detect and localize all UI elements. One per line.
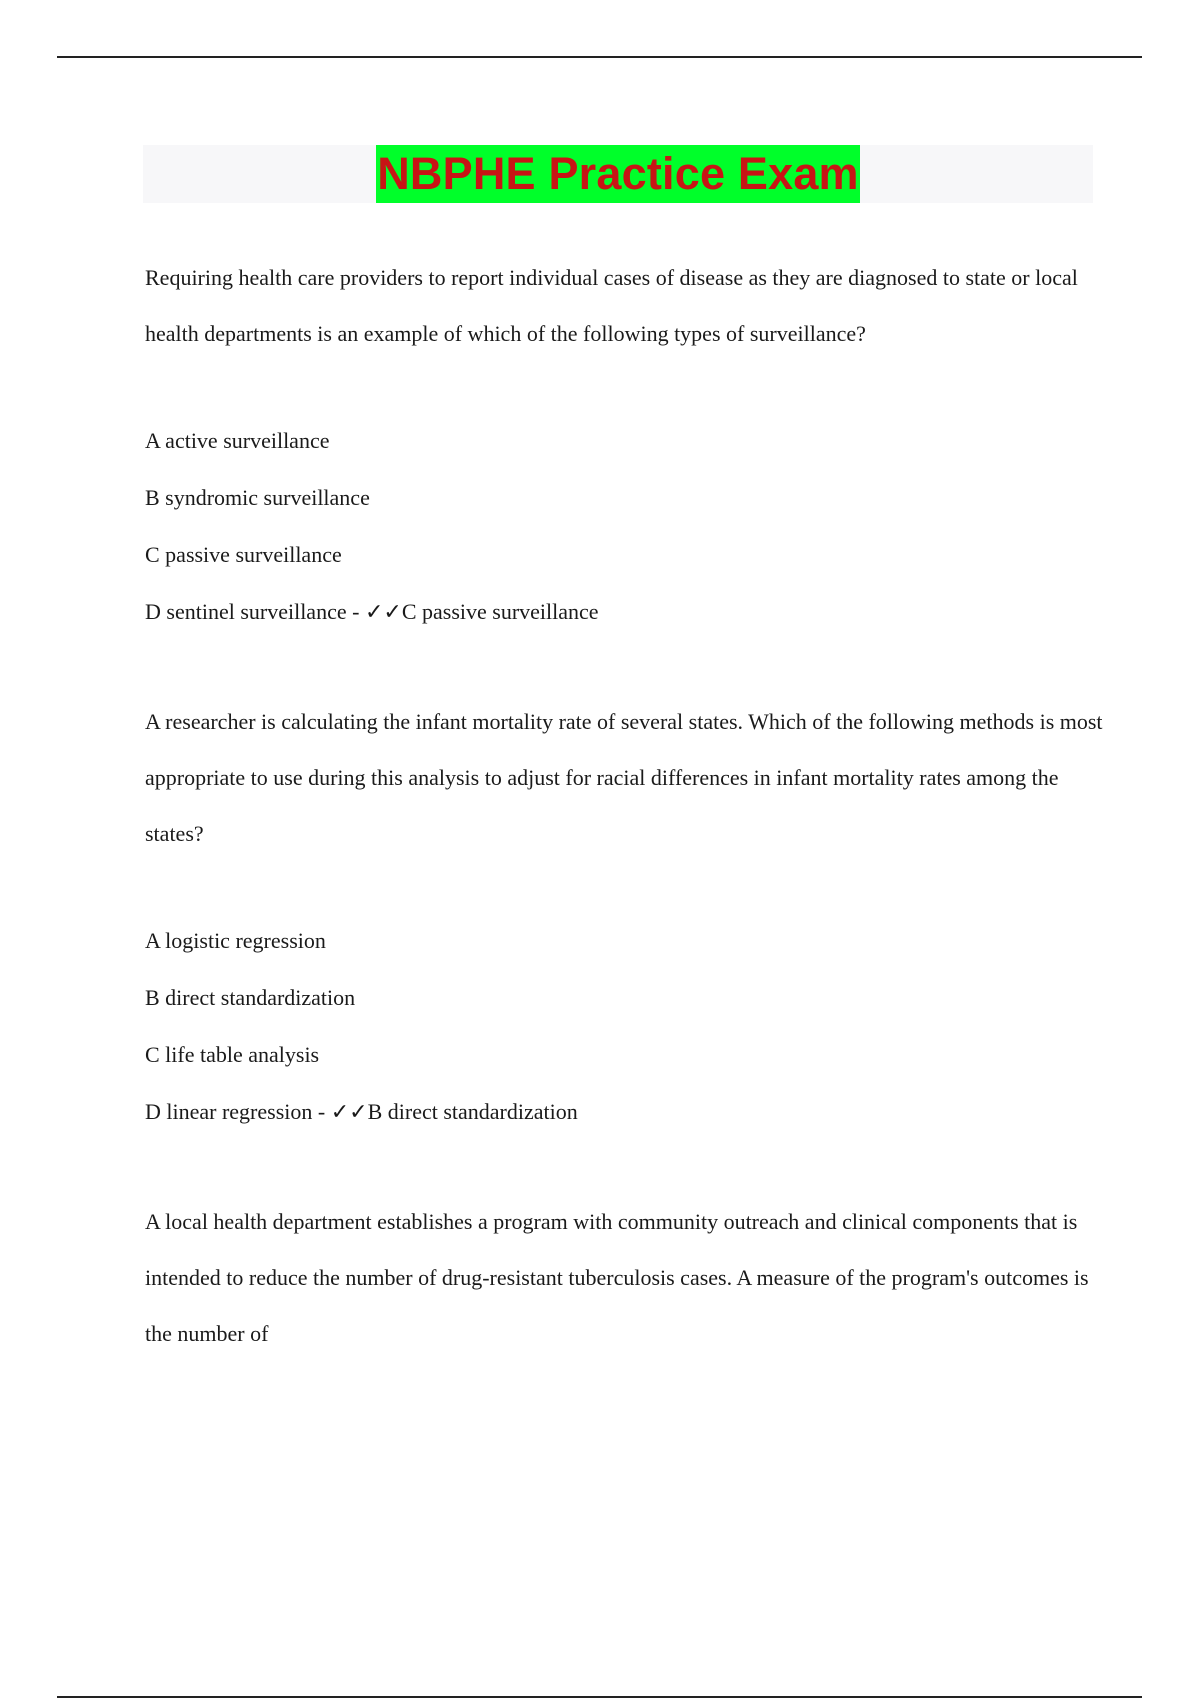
title-band <box>143 145 1093 203</box>
question-text-2: A researcher is calculating the infant mortality rate of several states. Which of the following methods is most appropriate to use during this analysis to adjust for racial differences in infant mortality rates among the states? <box>145 709 1103 846</box>
question-block-1 <box>145 250 1105 641</box>
answer-text: B direct standardization <box>367 1099 578 1124</box>
checkmark-icon: ✓✓ <box>364 600 402 625</box>
option-d: D linear regression - <box>145 1099 331 1124</box>
option-a: A logistic regression <box>145 928 326 953</box>
option-d-with-answer <box>145 583 1105 641</box>
document-title: NBPHE Practice Exam <box>376 145 860 203</box>
option-b: B syndromic surveillance <box>145 485 370 510</box>
header-rule <box>57 56 1142 58</box>
footer-rule <box>57 1696 1142 1698</box>
option-d: D sentinel surveillance - <box>145 599 365 624</box>
answer-text: C passive surveillance <box>401 599 599 624</box>
document-body <box>145 250 1105 1415</box>
option-c: C life table analysis <box>145 1042 320 1067</box>
question-block-2 <box>145 694 1105 1141</box>
option-d-with-answer <box>145 1083 1105 1141</box>
question-text-1: Requiring health care providers to report individual cases of disease as they are diagnosed to state or local health departments is an example of which of the following types of surveillance? <box>145 265 1078 346</box>
option-a: A active surveillance <box>145 428 330 453</box>
question-block-3 <box>145 1194 1105 1362</box>
checkmark-icon: ✓✓ <box>330 1100 368 1125</box>
question-text-3: A local health department establishes a program with community outreach and clinical components that is intended to reduce the number of drug-resistant tuberculosis cases. A measure of the program's outcomes is the number of <box>145 1209 1089 1346</box>
option-b: B direct standardization <box>145 985 356 1010</box>
option-c: C passive surveillance <box>145 542 342 567</box>
